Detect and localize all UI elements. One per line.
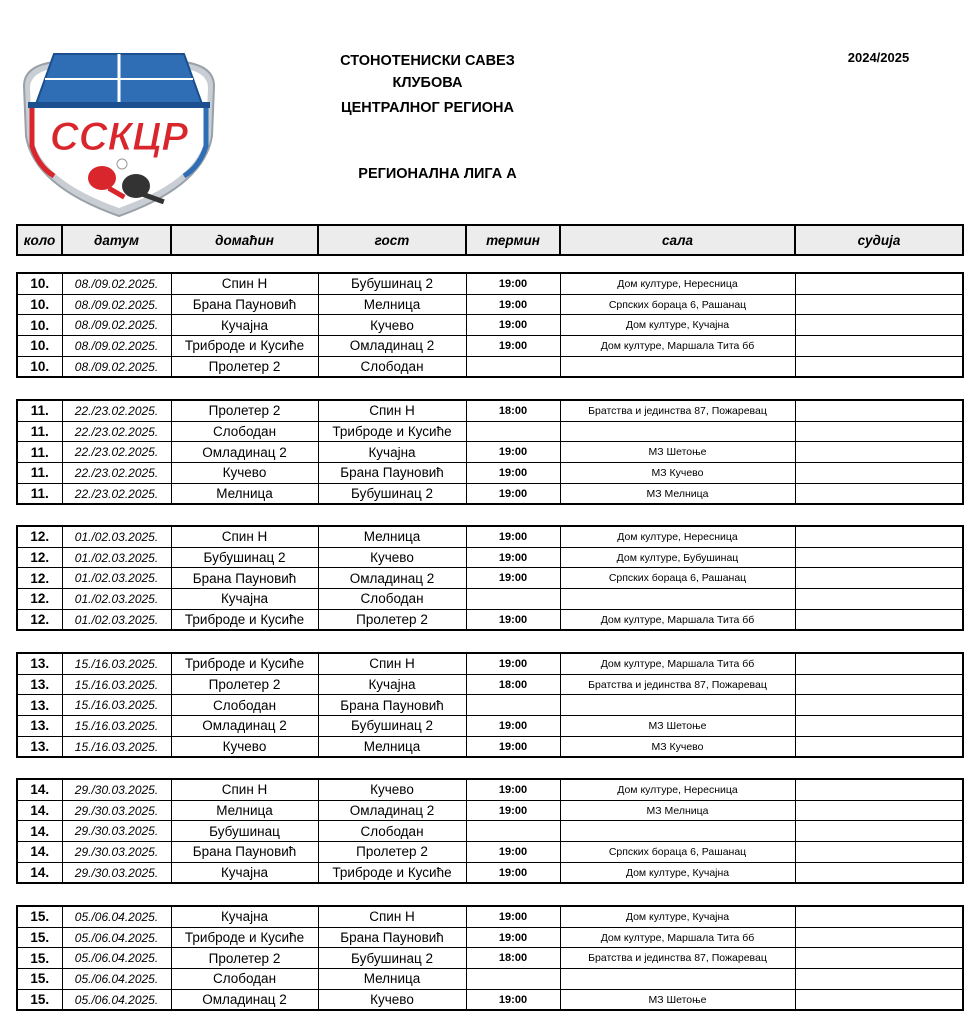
away-team: Бубушинац 2 (318, 273, 466, 294)
away-team: Мелница (318, 526, 466, 547)
venue: Дом културе, Кучајна (560, 862, 795, 883)
round-number: 14. (17, 821, 62, 842)
referee (795, 653, 963, 674)
referee (795, 483, 963, 504)
match-date: 15./16.03.2025. (62, 695, 171, 716)
league-logo (14, 46, 224, 220)
referee (795, 862, 963, 883)
round-number: 15. (17, 969, 62, 990)
table-row (17, 969, 963, 990)
referee (795, 906, 963, 927)
round-number: 13. (17, 695, 62, 716)
match-time: 19:00 (466, 927, 560, 948)
round-number: 11. (17, 463, 62, 484)
round-number: 14. (17, 862, 62, 883)
table-row (17, 526, 963, 547)
header-sudija: судија (795, 225, 963, 255)
referee (795, 989, 963, 1010)
round-number: 12. (17, 526, 62, 547)
venue: Дом културе, Нересница (560, 779, 795, 800)
referee (795, 547, 963, 568)
away-team: Брана Пауновић (318, 927, 466, 948)
home-team: Омладинац 2 (171, 989, 318, 1010)
away-team: Кучево (318, 315, 466, 336)
table-row (17, 736, 963, 757)
table-row (17, 653, 963, 674)
match-time: 19:00 (466, 336, 560, 357)
away-team: Омладинац 2 (318, 568, 466, 589)
referee (795, 526, 963, 547)
match-time: 19:00 (466, 906, 560, 927)
table-row (17, 400, 963, 421)
away-team: Слободан (318, 821, 466, 842)
header-gost: гост (318, 225, 466, 255)
away-team: Бубушинац 2 (318, 483, 466, 504)
home-team: Пролетер 2 (171, 400, 318, 421)
match-date: 29./30.03.2025. (62, 821, 171, 842)
home-team: Брана Пауновић (171, 842, 318, 863)
home-team: Кучајна (171, 315, 318, 336)
venue: МЗ Мелница (560, 483, 795, 504)
match-date: 01./02.03.2025. (62, 547, 171, 568)
home-team: Кучево (171, 463, 318, 484)
venue: Дом културе, Кучајна (560, 315, 795, 336)
header-termin: термин (466, 225, 560, 255)
table-row (17, 695, 963, 716)
referee (795, 400, 963, 421)
round-number: 15. (17, 927, 62, 948)
round-number: 10. (17, 315, 62, 336)
match-date: 05./06.04.2025. (62, 906, 171, 927)
venue: Дом културе, Нересница (560, 273, 795, 294)
match-time: 19:00 (466, 716, 560, 737)
home-team: Триброде и Кусиће (171, 927, 318, 948)
away-team: Спин Н (318, 400, 466, 421)
venue (560, 695, 795, 716)
away-team: Кучајна (318, 674, 466, 695)
away-team: Бубушинац 2 (318, 716, 466, 737)
table-row (17, 927, 963, 948)
table-row (17, 948, 963, 969)
match-date: 29./30.03.2025. (62, 800, 171, 821)
home-team: Спин Н (171, 273, 318, 294)
venue (560, 821, 795, 842)
match-date: 05./06.04.2025. (62, 948, 171, 969)
match-time: 19:00 (466, 842, 560, 863)
venue: Братства и јединства 87, Пожаревац (560, 400, 795, 421)
round-number: 10. (17, 356, 62, 377)
away-team: Пролетер 2 (318, 609, 466, 630)
away-team: Пролетер 2 (318, 842, 466, 863)
venue: МЗ Шетоње (560, 442, 795, 463)
match-time: 19:00 (466, 273, 560, 294)
referee (795, 421, 963, 442)
venue: Дом културе, Маршала Тита бб (560, 927, 795, 948)
match-time: 18:00 (466, 948, 560, 969)
home-team: Брана Пауновић (171, 294, 318, 315)
table-row (17, 716, 963, 737)
round-number: 10. (17, 336, 62, 357)
referee (795, 463, 963, 484)
table-row (17, 989, 963, 1010)
venue: Српских бораца 6, Рашанац (560, 294, 795, 315)
match-date: 15./16.03.2025. (62, 736, 171, 757)
away-team: Кучево (318, 989, 466, 1010)
round-number: 13. (17, 653, 62, 674)
referee (795, 716, 963, 737)
referee (795, 273, 963, 294)
round-number: 11. (17, 483, 62, 504)
table-row (17, 315, 963, 336)
table-row (17, 589, 963, 610)
table-row (17, 842, 963, 863)
column-header (16, 224, 964, 256)
match-date: 29./30.03.2025. (62, 779, 171, 800)
away-team: Брана Пауновић (318, 695, 466, 716)
match-time: 19:00 (466, 800, 560, 821)
venue: МЗ Кучево (560, 736, 795, 757)
match-date: 22./23.02.2025. (62, 483, 171, 504)
match-date: 29./30.03.2025. (62, 842, 171, 863)
home-team: Кучево (171, 736, 318, 757)
round-table (16, 272, 964, 378)
match-date: 22./23.02.2025. (62, 442, 171, 463)
referee (795, 356, 963, 377)
match-date: 08./09.02.2025. (62, 273, 171, 294)
referee (795, 821, 963, 842)
referee (795, 315, 963, 336)
title-line-2: КЛУБОВА (392, 75, 463, 91)
home-team: Слободан (171, 421, 318, 442)
referee (795, 695, 963, 716)
home-team: Триброде и Кусиће (171, 336, 318, 357)
match-time (466, 821, 560, 842)
venue: Братства и јединства 87, Пожаревац (560, 948, 795, 969)
round-number: 10. (17, 273, 62, 294)
home-team: Триброде и Кусиће (171, 609, 318, 630)
match-time: 19:00 (466, 736, 560, 757)
round-table (16, 778, 964, 884)
header-datum: датум (62, 225, 171, 255)
venue (560, 356, 795, 377)
round-table (16, 652, 964, 758)
round-number: 12. (17, 568, 62, 589)
round-number: 12. (17, 547, 62, 568)
referee (795, 442, 963, 463)
match-date: 05./06.04.2025. (62, 989, 171, 1010)
league-name: РЕГИОНАЛНА ЛИГА А (358, 166, 517, 182)
venue: МЗ Шетоње (560, 716, 795, 737)
match-date: 08./09.02.2025. (62, 336, 171, 357)
away-team: Слободан (318, 356, 466, 377)
match-time: 19:00 (466, 653, 560, 674)
round-number: 13. (17, 736, 62, 757)
match-time (466, 695, 560, 716)
match-time (466, 969, 560, 990)
away-team: Спин Н (318, 906, 466, 927)
home-team: Кучајна (171, 589, 318, 610)
home-team: Пролетер 2 (171, 356, 318, 377)
match-date: 08./09.02.2025. (62, 315, 171, 336)
table-row (17, 862, 963, 883)
home-team: Бубушинац 2 (171, 547, 318, 568)
table-row (17, 609, 963, 630)
away-team: Омладинац 2 (318, 336, 466, 357)
round-number: 15. (17, 989, 62, 1010)
table-row (17, 442, 963, 463)
home-team: Слободан (171, 695, 318, 716)
home-team: Пролетер 2 (171, 948, 318, 969)
home-team: Триброде и Кусиће (171, 653, 318, 674)
away-team: Триброде и Кусиће (318, 862, 466, 883)
table-row (17, 483, 963, 504)
round-number: 13. (17, 716, 62, 737)
home-team: Мелница (171, 483, 318, 504)
table-row (17, 800, 963, 821)
venue (560, 421, 795, 442)
away-team: Триброде и Кусиће (318, 421, 466, 442)
referee (795, 336, 963, 357)
match-time: 19:00 (466, 547, 560, 568)
round-number: 12. (17, 589, 62, 610)
table-row (17, 906, 963, 927)
table-row (17, 356, 963, 377)
round-table (16, 905, 964, 1011)
header-sala: сала (560, 225, 795, 255)
match-date: 22./23.02.2025. (62, 421, 171, 442)
away-team: Мелница (318, 969, 466, 990)
venue: Дом културе, Бубушинац (560, 547, 795, 568)
match-date: 01./02.03.2025. (62, 589, 171, 610)
away-team: Кучево (318, 547, 466, 568)
away-team: Мелница (318, 294, 466, 315)
away-team: Брана Пауновић (318, 463, 466, 484)
match-time: 19:00 (466, 862, 560, 883)
round-table (16, 399, 964, 505)
table-row (17, 779, 963, 800)
match-date: 05./06.04.2025. (62, 969, 171, 990)
round-number: 11. (17, 442, 62, 463)
home-team: Кучајна (171, 862, 318, 883)
venue (560, 589, 795, 610)
match-time: 19:00 (466, 526, 560, 547)
match-time: 19:00 (466, 989, 560, 1010)
round-number: 10. (17, 294, 62, 315)
away-team: Слободан (318, 589, 466, 610)
home-team: Мелница (171, 800, 318, 821)
referee (795, 948, 963, 969)
match-time (466, 589, 560, 610)
match-date: 08./09.02.2025. (62, 356, 171, 377)
table-row (17, 294, 963, 315)
match-time: 19:00 (466, 315, 560, 336)
match-date: 01./02.03.2025. (62, 568, 171, 589)
home-team: Спин Н (171, 779, 318, 800)
match-time (466, 421, 560, 442)
season: 2024/2025 (847, 50, 910, 65)
venue: Дом културе, Нересница (560, 526, 795, 547)
table-row (17, 463, 963, 484)
venue: Дом културе, Маршала Тита бб (560, 653, 795, 674)
match-time: 19:00 (466, 442, 560, 463)
logo-text: ССКЦР (49, 115, 189, 159)
match-time: 18:00 (466, 400, 560, 421)
match-date: 05./06.04.2025. (62, 927, 171, 948)
match-time: 18:00 (466, 674, 560, 695)
round-number: 11. (17, 400, 62, 421)
table-row (17, 273, 963, 294)
match-date: 01./02.03.2025. (62, 609, 171, 630)
venue: МЗ Кучево (560, 463, 795, 484)
venue: Дом културе, Кучајна (560, 906, 795, 927)
venue: Српских бораца 6, Рашанац (560, 842, 795, 863)
header-kolo: коло (17, 225, 62, 255)
referee (795, 736, 963, 757)
referee (795, 800, 963, 821)
referee (795, 294, 963, 315)
match-date: 15./16.03.2025. (62, 674, 171, 695)
round-number: 11. (17, 421, 62, 442)
match-date: 08./09.02.2025. (62, 294, 171, 315)
venue (560, 969, 795, 990)
round-number: 15. (17, 906, 62, 927)
match-time: 19:00 (466, 568, 560, 589)
match-time (466, 356, 560, 377)
referee (795, 969, 963, 990)
home-team: Омладинац 2 (171, 716, 318, 737)
home-team: Бубушинац (171, 821, 318, 842)
venue: МЗ Шетоње (560, 989, 795, 1010)
table-row (17, 547, 963, 568)
table-row (17, 674, 963, 695)
round-number: 14. (17, 779, 62, 800)
round-table (16, 525, 964, 631)
venue: Српских бораца 6, Рашанац (560, 568, 795, 589)
match-time: 19:00 (466, 294, 560, 315)
match-date: 22./23.02.2025. (62, 400, 171, 421)
title-line-1: СТОНОТЕНИСКИ САВЕЗ (340, 53, 515, 69)
match-time: 19:00 (466, 483, 560, 504)
referee (795, 779, 963, 800)
venue: Дом културе, Маршала Тита бб (560, 336, 795, 357)
away-team: Спин Н (318, 653, 466, 674)
table-row (17, 421, 963, 442)
match-time: 19:00 (466, 609, 560, 630)
away-team: Омладинац 2 (318, 800, 466, 821)
title-line-3: ЦЕНТРАЛНОГ РЕГИОНА (340, 100, 515, 116)
round-number: 12. (17, 609, 62, 630)
referee (795, 568, 963, 589)
away-team: Мелница (318, 736, 466, 757)
venue: МЗ Мелница (560, 800, 795, 821)
header-domacin: домаћин (171, 225, 318, 255)
match-date: 29./30.03.2025. (62, 862, 171, 883)
venue: Братства и јединства 87, Пожаревац (560, 674, 795, 695)
home-team: Брана Пауновић (171, 568, 318, 589)
match-time: 19:00 (466, 463, 560, 484)
round-number: 14. (17, 842, 62, 863)
match-date: 01./02.03.2025. (62, 526, 171, 547)
home-team: Кучајна (171, 906, 318, 927)
match-time: 19:00 (466, 779, 560, 800)
home-team: Спин Н (171, 526, 318, 547)
table-row (17, 821, 963, 842)
referee (795, 589, 963, 610)
match-date: 22./23.02.2025. (62, 463, 171, 484)
away-team: Кучајна (318, 442, 466, 463)
referee (795, 674, 963, 695)
home-team: Омладинац 2 (171, 442, 318, 463)
round-number: 15. (17, 948, 62, 969)
round-number: 14. (17, 800, 62, 821)
referee (795, 927, 963, 948)
home-team: Слободан (171, 969, 318, 990)
table-row (17, 568, 963, 589)
round-number: 13. (17, 674, 62, 695)
match-date: 15./16.03.2025. (62, 716, 171, 737)
venue: Дом културе, Маршала Тита бб (560, 609, 795, 630)
referee (795, 842, 963, 863)
match-date: 15./16.03.2025. (62, 653, 171, 674)
away-team: Кучево (318, 779, 466, 800)
away-team: Бубушинац 2 (318, 948, 466, 969)
referee (795, 609, 963, 630)
home-team: Пролетер 2 (171, 674, 318, 695)
table-row (17, 336, 963, 357)
